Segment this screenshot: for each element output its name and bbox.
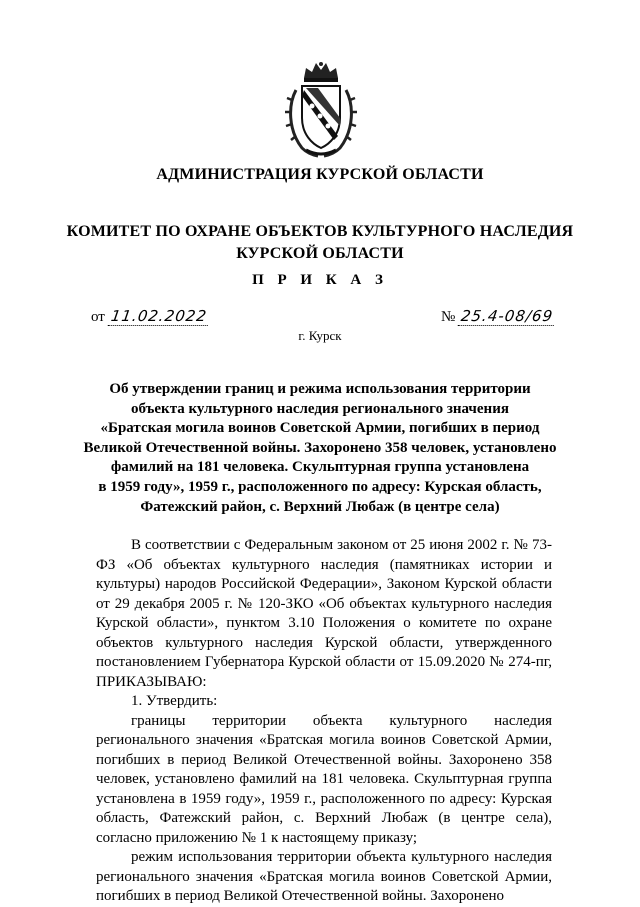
preamble-paragraph: В соответствии с Федеральным законом от 25 июня 2002 г. № 73-ФЗ «Об объектах культурного наследия (памятниках истории и культуры) народов Российской Федерации», Законом Курской области от 29 декабря 2005 г. № 120-ЗКО «Об объектах культурного наследия Курской области», пунктом 3.10 Положения о комитете по охране объектов культурного наследия Курской области, утвержденного постановлением Губернатора Курской области от 15.09.2020 № 274-пг, ПРИКАЗЫВАЮ: xyxy=(96,537,552,690)
subject-line: «Братская могила воинов Советской Армии, погибших в период xyxy=(100,420,540,437)
item-1-heading: 1. Утвердить: xyxy=(131,693,218,709)
order-date xyxy=(91,307,209,326)
committee-title-line-1: КОМИТЕТ ПО ОХРАНЕ ОБЪЕКТОВ КУЛЬТУРНОГО НАСЛЕДИЯ xyxy=(66,223,574,240)
subject-line: Об утверждении границ и режима использования территории xyxy=(109,381,531,397)
subject-line: Фатежский район, с. Верхний Любаж (в центре села) xyxy=(140,498,500,515)
city-line: г. Курск xyxy=(298,328,342,343)
date-prefix: от xyxy=(91,309,105,325)
subject-line: в 1959 году», 1959 г., расположенного по адресу: Курская область, xyxy=(98,478,542,495)
committee-title-line-2: КУРСКОЙ ОБЛАСТИ xyxy=(236,245,404,262)
number-value: 25.4-08/69 xyxy=(458,307,557,326)
subject-line: фамилий на 181 человека. Скульптурная группа установлена xyxy=(110,459,530,476)
subject-line: объекта культурного наследия регионального значения xyxy=(131,400,509,417)
order-body xyxy=(96,536,552,907)
kursk-coat-of-arms-icon xyxy=(282,60,360,160)
document-type: П Р И К А З xyxy=(252,272,388,288)
usage-regime-paragraph: режим использования территории объекта культурного наследия регионального значения «Братская могила воинов Советской Армии, погибших в период Великой Отечественной войны. Захоронено xyxy=(96,849,552,904)
territory-boundaries-paragraph: границы территории объекта культурного наследия регионального значения «Братская могила воинов Советской Армии, погибших в период Великой Отечественной войны. Захоронено 358 человек, установлено фамилий на 181 человека. Скульптурная группа установлена в 1959 году», 1959 г., расположенного по адресу: Курская область, Фатежский район, с. Верхний Любаж (в центре села), согласно приложению № 1 к настоящему приказу; xyxy=(96,712,552,846)
order-subject xyxy=(80,380,560,517)
committee-title xyxy=(0,221,640,265)
order-number xyxy=(441,307,555,326)
subject-line: Великой Отечественной войны. Захоронено 358 человек, установлено xyxy=(83,439,557,456)
date-value: 11.02.2022 xyxy=(107,307,210,326)
number-prefix: № xyxy=(441,309,456,325)
administration-title: АДМИНИСТРАЦИЯ КУРСКОЙ ОБЛАСТИ xyxy=(156,166,484,183)
